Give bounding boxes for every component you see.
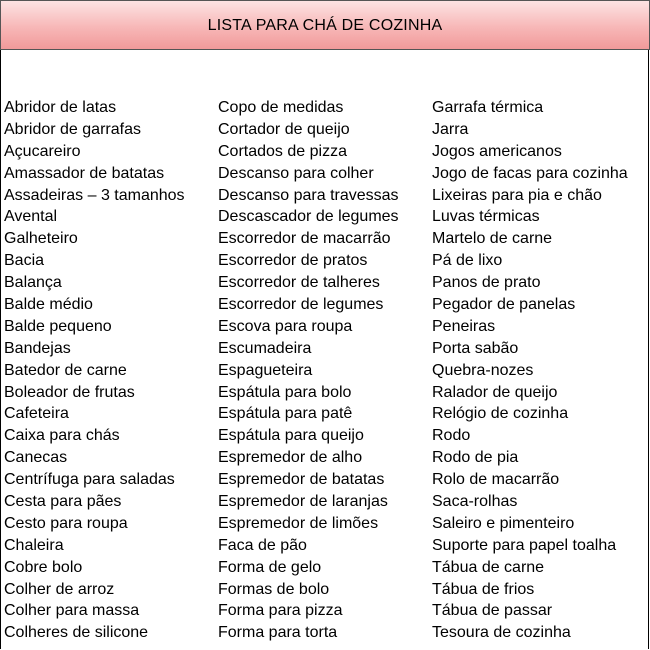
list-item: Tábua de carne (432, 558, 545, 576)
column-3 (432, 97, 646, 644)
list-item: Galheteiro (4, 230, 78, 248)
list-item: Faca de pão (218, 536, 307, 554)
list-item: Saleiro e pimenteiro (432, 514, 575, 532)
list-item: Colher para massa (4, 602, 140, 620)
list-item: Espremedor de laranjas (218, 493, 388, 511)
list-item: Forma para pizza (218, 602, 343, 620)
list-item: Descascador de legumes (218, 208, 399, 226)
list-item: Escorredor de legumes (218, 296, 384, 314)
list-item: Cesto para roupa (4, 514, 128, 532)
list-item: Suporte para papel toalha (432, 536, 617, 554)
list-item: Abridor de latas (4, 99, 117, 116)
list-item: Boleador de frutas (4, 383, 135, 401)
list-item: Copo de medidas (218, 99, 344, 116)
list-item: Cortador de queijo (218, 120, 350, 138)
list-item: Cesta para pães (4, 493, 122, 511)
list-item: Cobre bolo (4, 558, 83, 576)
item-columns (4, 97, 648, 644)
list-item: Jogos americanos (432, 142, 562, 160)
list-item: Tábua de passar (432, 602, 553, 620)
list-item: Balde médio (4, 296, 93, 314)
list-item: Quebra-nozes (432, 361, 534, 379)
list-item: Formas de bolo (218, 580, 330, 598)
list-item: Forma para torta (218, 624, 338, 642)
page-title: LISTA PARA CHÁ DE COZINHA (207, 17, 443, 34)
list-item: Escorredor de macarrão (218, 230, 391, 248)
list-item: Escorredor de pratos (218, 252, 368, 270)
list-item: Caixa para chás (4, 427, 120, 445)
list-item: Centrífuga para saladas (4, 471, 175, 489)
list-item: Bacia (4, 252, 45, 270)
list-item: Jogo de facas para cozinha (432, 164, 628, 182)
list-item: Balança (4, 274, 62, 292)
list-item: Açucareiro (4, 142, 81, 160)
list-item: Rolo de macarrão (432, 471, 560, 489)
list-item: Rodo de pia (432, 449, 519, 467)
list-item: Pá de lixo (432, 252, 503, 270)
list-item: Lixeiras para pia e chão (432, 186, 602, 204)
list-item: Relógio de cozinha (432, 405, 569, 423)
list-item: Tesoura de cozinha (432, 624, 571, 642)
list-item: Forma de gelo (218, 558, 322, 576)
list-item: Balde pequeno (4, 317, 112, 335)
list-item: Martelo de carne (432, 230, 553, 248)
list-item: Abridor de garrafas (4, 120, 141, 138)
list-item: Saca-rolhas (432, 493, 518, 511)
header-banner (0, 0, 650, 50)
list-item: Cortados de pizza (218, 142, 347, 160)
list-item: Espremedor de alho (218, 449, 363, 467)
list-item: Rodo (432, 427, 471, 445)
list-item: Descanso para colher (218, 164, 374, 182)
list-item: Colheres de silicone (4, 624, 149, 642)
list-item: Espátula para patê (218, 405, 353, 423)
list-item: Chaleira (4, 536, 64, 554)
list-item: Escova para roupa (218, 317, 353, 335)
list-item: Peneiras (432, 317, 496, 335)
list-item: Ralador de queijo (432, 383, 558, 401)
list-item: Descanso para travessas (218, 186, 399, 204)
list-item: Espremedor de batatas (218, 471, 385, 489)
list-item: Luvas térmicas (432, 208, 540, 226)
column-1 (4, 97, 218, 644)
list-item: Espátula para bolo (218, 383, 352, 401)
list-item: Assadeiras – 3 tamanhos (4, 186, 185, 204)
list-item: Avental (4, 208, 58, 226)
column-2 (218, 97, 432, 644)
list-item: Canecas (4, 449, 68, 467)
list-item: Escumadeira (218, 339, 312, 357)
list-item: Escorredor de talheres (218, 274, 380, 292)
list-item: Batedor de carne (4, 361, 127, 379)
list-item: Espremedor de limões (218, 514, 379, 532)
list-item: Jarra (432, 120, 469, 138)
list-item: Cafeteira (4, 405, 69, 423)
list-item: Espagueteira (218, 361, 313, 379)
list-item: Panos de prato (432, 274, 541, 292)
list-item: Amassador de batatas (4, 164, 165, 182)
list-item: Pegador de panelas (432, 296, 576, 314)
list-item: Porta sabão (432, 339, 519, 357)
list-item: Bandejas (4, 339, 71, 357)
list-item: Tábua de frios (432, 580, 535, 598)
list-item: Garrafa térmica (432, 99, 544, 116)
list-item: Espátula para queijo (218, 427, 364, 445)
list-item: Colher de arroz (4, 580, 115, 598)
